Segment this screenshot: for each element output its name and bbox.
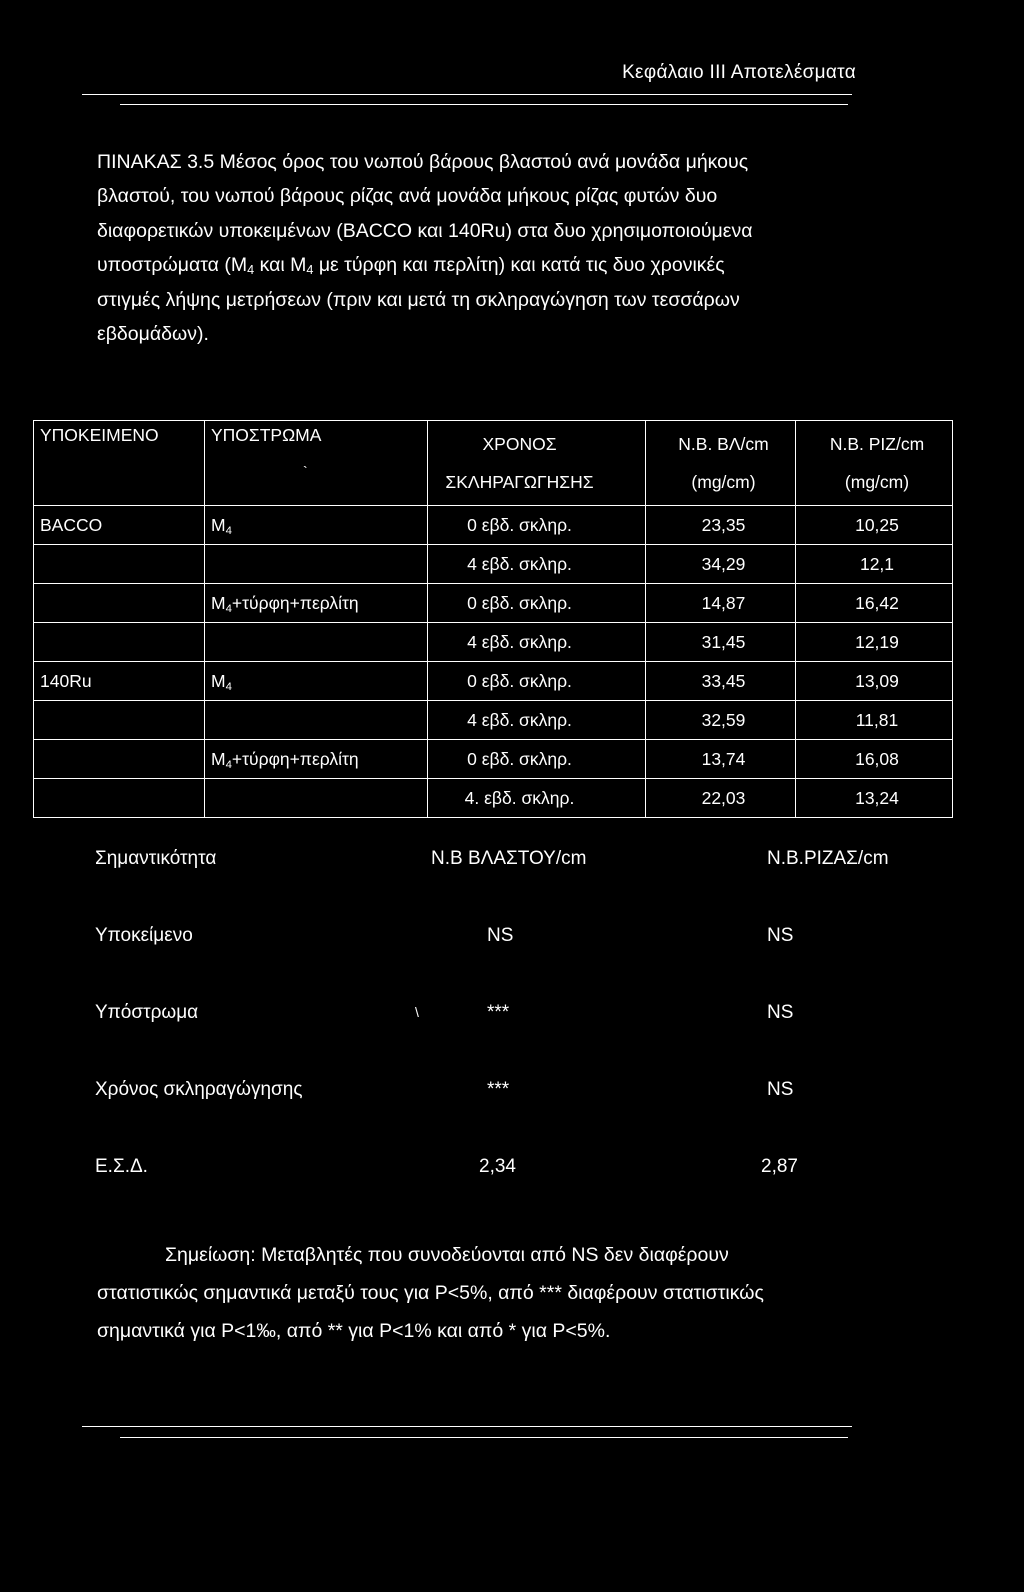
cell-root: 12,1: [796, 545, 953, 584]
footer-rule-top: [82, 1426, 852, 1427]
stray-tick: `: [303, 463, 308, 479]
cell-time: 4 εβδ. σκληρ.: [428, 623, 646, 662]
cell-time: 0 εβδ. σκληρ.: [428, 506, 646, 545]
significance-header: [95, 842, 895, 919]
cell-shoot: 14,87: [646, 584, 796, 623]
table-row: [34, 584, 953, 623]
cell-root: 16,42: [796, 584, 953, 623]
significance-shoot: 2,34: [479, 1156, 516, 1177]
significance-label: Υπόστρωμα: [95, 1002, 199, 1023]
header-rule-top: [82, 94, 852, 95]
cell-shoot: 34,29: [646, 545, 796, 584]
cell-rootstock: BACCO: [34, 506, 205, 545]
table-caption: [97, 145, 897, 351]
significance-col-root: Ν.Β.ΡΙΖΑΣ/cm: [767, 848, 889, 869]
cell-substrate: [205, 779, 428, 818]
cell-substrate: $M_4+\tau ύ\rho\varphi\eta+\pi\varepsilon\rho\lambda ί\tau\eta$: [205, 584, 428, 623]
significance-shoot: NS: [487, 925, 514, 946]
table-row: [34, 506, 953, 545]
cell-rootstock: [34, 584, 205, 623]
table-header-row: [34, 421, 953, 506]
cell-time: 4 εβδ. σκληρ.: [428, 701, 646, 740]
table-row: [34, 701, 953, 740]
cell-rootstock: [34, 545, 205, 584]
cell-shoot: 33,45: [646, 662, 796, 701]
footnote-line: στατιστικώς σημαντικά μεταξύ τους για P<5%, από *** διαφέρουν στατιστικώς: [97, 1282, 764, 1304]
cell-shoot: 23,35: [646, 506, 796, 545]
cell-substrate: [205, 701, 428, 740]
header-rule-bottom: [120, 104, 848, 105]
header-substrate: ΥΠΟΣΤΡΩΜΑ `: [205, 421, 428, 506]
chapter-header: Κεφάλαιο ΙΙΙ Αποτελέσματα: [622, 62, 856, 83]
significance-root: NS: [767, 1002, 794, 1023]
results-table: [33, 420, 953, 818]
significance-root: NS: [767, 1079, 794, 1100]
significance-col-shoot: Ν.Β ΒΛΑΣΤΟΥ/cm: [431, 848, 587, 869]
significance-label: Χρόνος σκληραγώγησης: [95, 1079, 303, 1100]
cell-substrate: $M_4+\tau ύ\rho\varphi\eta+\pi\varepsilon\rho\lambda ί\tau\eta$: [205, 740, 428, 779]
caption-line: βλαστού, του νωπού βάρους ρίζας ανά μονάδα μήκους ρίζας φυτών δυο: [97, 185, 718, 208]
significance-row: [95, 1150, 895, 1227]
cell-shoot: 32,59: [646, 701, 796, 740]
footnote-line: Σημείωση: Μεταβλητές που συνοδεύονται από NS δεν διαφέρουν: [165, 1244, 729, 1266]
header-root: Ν.Β. ΡΙΖ/cm (mg/cm): [796, 421, 953, 506]
cell-root: 12,19: [796, 623, 953, 662]
cell-time: 0 εβδ. σκληρ.: [428, 740, 646, 779]
footnote: [97, 1236, 882, 1350]
table-row: [34, 740, 953, 779]
significance-root: 2,87: [761, 1156, 798, 1177]
table-row: [34, 623, 953, 662]
caption-line: στιγμές λήψης μετρήσεων (πριν και μετά τη σκληραγώγηση των τεσσάρων: [97, 288, 740, 311]
significance-row: [95, 1073, 895, 1150]
caption-line: ΠΙΝΑΚΑΣ 3.5 Μέσος όρος του νωπού βάρους βλαστού ανά μονάδα μήκους: [97, 151, 749, 173]
cell-substrate: [205, 623, 428, 662]
cell-rootstock: [34, 623, 205, 662]
cell-shoot: 31,45: [646, 623, 796, 662]
significance-row: [95, 996, 895, 1073]
header-time: ΧΡΟΝΟΣ ΣΚΛΗΡΑΓΩΓΗΣΗΣ: [428, 421, 646, 506]
significance-row: [95, 919, 895, 996]
cell-shoot: 22,03: [646, 779, 796, 818]
significance-title: Σημαντικότητα: [95, 848, 217, 869]
cell-substrate: [205, 545, 428, 584]
footnote-line: σημαντικά για P<1‰, από ** για P<1% και από * για P<5%.: [97, 1320, 611, 1342]
cell-root: 10,25: [796, 506, 953, 545]
significance-root: NS: [767, 925, 794, 946]
cell-time: 0 εβδ. σκληρ.: [428, 662, 646, 701]
caption-line: διαφορετικών υποκειμένων (BACCO και 140Ru) στα δυο χρησιμοποιούμενα: [97, 219, 753, 242]
cell-rootstock: [34, 701, 205, 740]
cell-time: 4. εβδ. σκληρ.: [428, 779, 646, 818]
header-rootstock: ΥΠΟΚΕΙΜΕΝΟ: [34, 421, 205, 506]
header-shoot: Ν.Β. ΒΛ/cm (mg/cm): [646, 421, 796, 506]
caption-line: εβδομάδων).: [97, 323, 209, 346]
significance-shoot: ***: [487, 1002, 510, 1023]
cell-root: 16,08: [796, 740, 953, 779]
caption-line: υποστρώματα ($M_4$ και $M_4$ με τύρφη και περλίτη) και κατά τις δυο χρονικές: [97, 254, 725, 278]
significance-label: Ε.Σ.Δ.: [95, 1156, 148, 1177]
cell-rootstock: 140Ru: [34, 662, 205, 701]
footer-rule-bottom: [120, 1437, 848, 1438]
table-row: [34, 662, 953, 701]
table-row: [34, 545, 953, 584]
significance-block: [95, 842, 895, 1227]
cell-substrate: $M_4$: [205, 662, 428, 701]
significance-label: Υποκείμενο: [95, 925, 193, 946]
cell-root: 13,24: [796, 779, 953, 818]
cell-shoot: 13,74: [646, 740, 796, 779]
table-row: [34, 779, 953, 818]
cell-time: 0 εβδ. σκληρ.: [428, 584, 646, 623]
cell-root: 13,09: [796, 662, 953, 701]
cell-time: 4 εβδ. σκληρ.: [428, 545, 646, 584]
cell-rootstock: [34, 740, 205, 779]
cell-root: 11,81: [796, 701, 953, 740]
stray-tick: \: [415, 1004, 419, 1020]
cell-substrate: $M_4$: [205, 506, 428, 545]
significance-shoot: ***: [487, 1079, 510, 1100]
cell-rootstock: [34, 779, 205, 818]
